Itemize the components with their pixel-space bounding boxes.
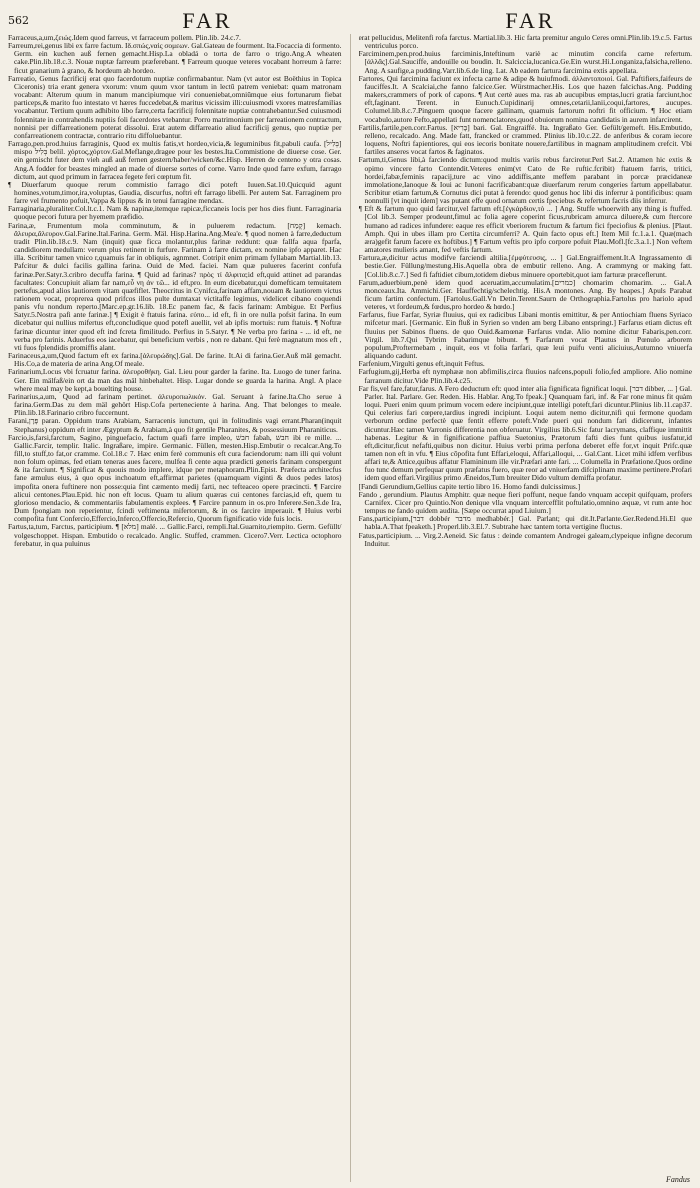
- dictionary-entry: Farrago,pen.prod.huius farraginis, Quod ex multis fatis,vt hordeo,vicia,& leguminibus fit,pabuli caufa. [בְּלִיל] mispo בְּלִיל belil. χόρτος,χόρτον.Gal.Meflange,dragee pour les bestes.Ita.Commistione de diuerse cose. Ger. ein gemischt futer dem vieh auß auß fernen gestern/haber/wicken/&c.Hisp. Herren de centeno y otra cosas. Ang.A fodder for beastes mingled an made of diuerse sortes of corne. Varro Inde quod farre exfum, farrago dictum, aut quod primum in farracea fegete feri cœptum fit.: [8, 139, 342, 181]
- dictionary-entry: Farinaceus,a,um,Quod factum eft ex farina.[ἀλευρώδης].Gal. De farine. It.Ai di farina.Ger.Auß mäl gemacht. His.Co,a de materia de arina Ang.Of meale.: [8, 351, 342, 369]
- dictionary-entry: Fartum,ti,Genus libi,à farciendo dictum:quod multis variis rebus farciretur.Perl Sat.2. Attamen hic extis & opimo vincere farto Contendit.Veteres enim(vt Cato de Re ruftic.fcribit) ftatuem farris, tritici, hordei,fabæ,feminis rapacij,ture ac vino addiffis,ante meffem parabant in porcæ præcidaneæ immolatione,Ianoque & Ioui ac Iunoni facrificabant:quæ diuerfarum rerum congeries fartum appellabatur. Scribitur etiam fartum,& Cornutus dici putat à ferendo: quod genus hoc libi dis inferrur à pontificibus: quam nonnulli [vt inquit idem] vas putant effe quod ornatum certis fpeciebus & refertum facris diis inferrur.: [358, 155, 692, 206]
- dictionary-entry: Farreum,rei,genus libi ex farre factum. Ιδ.σπώς,ναὶς σομεων. Gal.Gateau de fourment. Ita.Focaccia di formento. Germ. ein kuchen auß fernen gemacht.Hisp.La obladá o torta de farro o trigo.Ang.A wheaten cake.Plin.lib.18.c.3. Nouæ nuptæ farreum præferebant. ¶ Farreum quoque veteres vocabant horreum à farre: ficut granarium à grano, & hordeum ab hordeo.: [8, 41, 342, 75]
- dictionary-entry: Farfarus, fiue Farfar, Syriæ fluuius, qui ex radicibus Libani montis emittitur, & per Antiochiam fluens Syriaco mifcetur mari. [Germanic. Ein fluß in Syrien so vnden am berg Libano entspringt.] Farfarus etiam dictus eft fluuius per Sabinos fluens. de quo Ouid.&amœnæ Farfarus vndæ. Alio nomine dicitur Fabaris,pen.corr. Virgil. lib.7.Qui Tybrim Fabarimque bibunt. ¶ Farfarum vocat Plautus in Pœnulo arborem populum,Proftermebam , inquit, eos vt folia farfari, quæ leui puifu venti aliciuius,Autumno vniuerfa aliquando cadunt.: [358, 310, 692, 361]
- dictionary-entry: Farreatio, Genus facrificij erat quo facerdotum nuptiæ confirmabantur. Nam (vt autor est Boëthius in Topica Ciceronis) tria erant genera vxorum: vnum quum vxor tantum in lectū patrem veniebat: quam matronam vocabant: Alterum quum in manum mancipiumque viri conueniebat,omniūmque eius fortunarum fiebat particeps,& marito fuo intestato vt hæres fuccedebat,& maritus vicissim illi:cuiusmodi vxores matresfamilias vocabantur. Tertium quum adhibito libo farre,certa facrificij folennitate nuptiæ contrahebantur.Sed cuiusmodi folennitate in contrahendis nuptiis foli facerdotes vtebantur. Porro matrimonium per farreationem contractum, nonnisi per diffarreationem poterat dissolui. Erat autem diffarreatio aliud facrificij genus, quo nuptiæ per confarreationem contractæ, contrario ritu diffoluebantur.: [8, 73, 342, 140]
- page-number: 562: [8, 14, 29, 27]
- dictionary-entry: Fartus,ta,tum, Farctus, participium. ¶ [מלא] malé. ... Gallic.Farci, rempli.Ital.Guarnito,riempito. Germ. Gefüllt/ volgeschoppet. Hispan. Embutido o recalcado. Anglic. Stuffed, crammen. Cicero7.Verr. Lectica octophoro ferebatur, in qua puluinus: [8, 522, 342, 548]
- catchword: Fandus: [666, 1175, 690, 1184]
- right-column: [359, 34, 693, 1182]
- page-header: [8, 8, 692, 34]
- dictionary-entry: Fartilis,fartile,pen.corr.Fartus. [בָּרִיא] bari. Gal. Engraiffé. Ita. Ingraßato Ger. Gefült/gemeft. His.Embutido, relleno, recalcado. Ang. Made fatt, francked or crammed. Plinius lib.10.c.22. de anferibus & coram iecore loquens, Noftri fapientiores, qui eos iecoris bonitate nouere,fartilibus in magnam amplitudinem crefcit. Vbi fartiles anseres vocat fartos & faginatos.: [358, 122, 692, 157]
- dictionary-entry: Fartores, Qui farcimina faciunt ex infecta carne & adipe & huiufmodi. ἀλλαντοποιοί. Gal. Paftifiers,faifeurs de fauciffes.It. A Scalciai,che fanno falcice.Ger. Würstmacher.His. Los que hazen falcichas.Ang. Pudding makers,crammers of pork of capons. ¶ Aut certè aues ma. ras ab aucupibus emptas,lucri gratia farciunt,hoc eft,faginant. Terent. in Eunuch.Cupidinarij omnes,cetarii,lanii,coqui,fartores, aucupes. Columel.lib.8.c.7.Pinguem quoque facere gallinam, quamuis fartorum noftri fit officium. ¶ Hoc etiam vocabulo,autore Fefto,appellati funt nomenclatores,quod obuiorum nomina candidatis in aurem infarcirent.: [358, 73, 692, 124]
- dictionary-entry: Farinarium,Locus vbi fcruatur farina. ἀλευροθήκη. Gal. Lieu pour garder la farine. Ita. Luogo de tuner farina. Ger. Ein mälfaß/ein ort da man das mäl hinbehaltet. Hisp. Lugar donde se guarda la harina. Angl. A place where meal may be kept,a bouelting house.: [8, 367, 342, 393]
- dictionary-entry: ¶ Diuerfarum quoque rerum commistio farrago dici poteft Iuuen.Sat.10.Quicquid agunt homines,votum,timor,ira,voluptas, Gaudia, discurfus, noftri eft farrago libelli. Per autem Sat. Farraginem pro farre vel frumento pofuit,Vappa & lippus & in tenui farragine mendax.: [8, 179, 342, 206]
- dictionary-entry: Fartura,æ,dicitur actus modifve farciendi altilia.[ἐμφύτευσις, ... ] Gal.Engraiffement.It.A Ingrassamento di bestie.Ger. Füllung/mestung.His.Aquella obra de embutir relleno. Ang. A crammyng or making fatt. [Col.lib.8.c.7.] Sed fi faftidiet cibum,totidem diebus minuere oportebit,quot iam farturæ præceflerunt.: [358, 253, 692, 279]
- left-column: [8, 34, 342, 1182]
- dictionary-entry: Fatus,participium. ... Virg.2.Aeneid. Sic fatus : deinde comantem Androgei galeam,clypeique infigne decorum Induitur.: [358, 530, 692, 548]
- dictionary-entry: Far fis,vel fare,fatur,farus. A Fero deductum eft: quod inter alia fignificata fignificat loqui. [דבר dibber, ... ] Gal. Parler. Ital. Parlare. Ger. Reden. His. Hablar. Ang.To fpeak.] Quanquam fari, inf. & Far rone minus fit quàm loqui. Pueri enim quum primum vocem edere incipiunt,quæ intelligi poteft,fari dicuntur.Plinius lib.11.cap37. Qui celerius fari cœpere,tardius ingredi incipiunt. Loqui autem nemo dicitur,nifi qui fermone quodam verborum ordine perfectè quæ fentit efferre poteft.Vnde pueri qui nondum fari didicerunt, infantes dicuntur.Hæc tamen Varronis differentia non obferuatur. Virgilius lib.6.Sic fatur lacrymans, claffique immittit habenas. Legitur & in fignificatione paffiua Suetonius, Prætorum fafti dies funt quibus iusfatur,id eft,dicitur,ficut nefafti,quibus non dicitur. Huius verbi prima perfona deberet effe for,vt inquit Prifc.quæ tamen non eft in vfu. ¶ Eius cōpofita funt Effari,eloqui, Affari,alloqui, ... Gal.Cant. Licet mihi idfem verfibus affari te,& Attice,quibus affatur Flamininum ille vir.Præfari ante fari. ... Columella in Præfatione.Quos ordine fuo tunc demum perfequar quum præfatus fuero, quæ reor ad vniuerfam difciplinam maxime pertinere.Profari idem quod effari.Virgilius primo Æneidos,Tum breuiter Dido vultum demiffa profatur.: [358, 383, 692, 483]
- dictionary-entry: Farraceus,a,um,ζειώς.Idem quod farreus, vt farraceum pollem. Plin.lib. 24.c.7.: [8, 34, 241, 42]
- two-column-text: [8, 34, 692, 1182]
- dictionary-entry: Farcio,is,farsi,farctum, Sagino, pinguefacio, factum quafi farre impleo, חבשׁ fabah, חבש ibi re mille. ... Gallic.Farcir, templir. Italic. Ingraßare, impire. Germanic. Füllen, mesten.Hisp.Embutir o recalcar.Ang.To fill,to stuff,to fat,or cramme. Col.18.c 7. Hæc enim ferè communis eft cura faciendorum: nam illi qui volunt non folum opimas, fed etiam teneras aues facere, mulfea fi cente aqua prædicti generis farinam conspergunt & ita farciunt. ¶ Significat & quouis modo implere, idque per metaphoram.Plin.Epist. Præfecta architecfus fane æmulus eius, à quo opus inchoatum eft,affirmat parietes (quamquam viginti & duos pedes latos) impofita onera fuftinere non posse:quia fint cæmento medij farti, nec tefteaceo opere præcincti. ¶ Farcire alicui centones.Plau.Epid. hic non eft locus. Quam tu alium quæras cui centones farcias,id eft, quem tu glorioso mendacio, & commentariis fabulamentis explees. ¶ Farcire pannum in os.pro Inferere.Sen.3.de Ira, Dum fpongiam non reperientur, fcindi veftimenta mifertorum, & in os farcire imperauit. ¶ Huius verbi compofita funt Confercio,Effercio,Inferco,Offercio,Refercio, Quorum fignificatio vide fuis locis.: [8, 432, 342, 524]
- dictionary-entry: erat pellucidus, Melitenfi rofa farctus. Martial.lib.3. Hic farta premitur angulo Ceres omni.Plin.lib.19.c.5. Fartus ventriculus porco.: [358, 34, 692, 51]
- dictionary-entry: Fans,participium,[דבר dobbér מדבר medhabbér.] Gal. Parlant; qui dit.It.Parlante.Ger.Redend.Hi.El que habla.A.That fpeaketh.] Properl.lib.3.El.7. Subtrahe hæc tantem torta vertigine fluctus.: [358, 514, 692, 532]
- dictionary-entry: Farina,æ, Frumentum mola comminutum, & in puluerem redactum. [קֶמַח] kemach. ἄλευρα,ἄλευρον.Gal.Farine.Ital.Farina. Germ. Mäl. Hisp.Harina.Ang.Mea'e. ¶ quod nomen à farre,deductum tradit Plin.lib.18.c.9. Nam (inquit) quæ ficca molantur,plus farinæ reddunt: quæ fallfa aqua fparfa, candidiorem medullam: verum plus retinent in furfure. Farinam à farre dictam, ex nomine ipfo apparet. Hac illa. Scribitur tamen vnico r,quamuis far in obliquis, agnmnet. Cotripit enim primam fyllabam Martial.lib.13. Pafcitur & dulci facilis gallina farina. Ouid de Med. faciei. Nam quæ pulueres facerint confufa farinæ.Per.Satyr.3.cribro decuffa farina. ¶ Quid ad farinas? πρὸς τί ἄλφιτα;id eft,quid attinet ad parandas facultates: Concupiuit aliam far nam,εὖ νη ἀν τῶ... id eft,pro. In eum dicebatur,qui domefticam temuitatem pertefus,apud alios lautiorem vitam quæfiflet. Theocritus in Cynifca,farinam affam,nouam & lautiorem victus rationem vocat, proprerea quod prifcos illos pulte dumtaxat victitaffe legimus, videlicet cibano coquendi panis vfu nondum reperto.[Marc.ep.gr.16.lib. 18.Ec panem fac, & facis farinam: Ambigue. Et Perfius Satyr.5.Nostra pafi ante farinæ.] ¶ Exigit è ftatuis farina. εὐπο... id eft, fi in ore nulla pofsit farina. In eum dicebatur qui nullius mifertus eft,concludique quod potefl auellit, vel ab ipfis mortuis: rum ftatuis. ¶ Noftræ farinæ dicuntur inter quod eft ind fcreta fimilitudo. Perfius in 5.Satyr. ¶ Ne verba pro farina - ... id eft, ne verba pro farinis. Aduerfus eos iacebatur, qui beneficium verbis , non re dabant. Qui ferè magnatum mos eft , vti fuos fplendidis promiffis alant.: [8, 220, 342, 352]
- dictionary-entry: Farfenium,Virgulti genus eft,inquit Feftus.: [358, 359, 485, 369]
- dictionary-entry: Farciminem,pen.prod.huius farciminis,Inteftinum variè ac minutim concifa carne refertum. [ἀλλᾶς].Gal.Sauciffe, andouille ou boudin. It. Salciccia,lucanica.Ge.Ein wurst.Hi.Longaniza,falsicha,relleno. Ang. A saufige,a pudding.Varr.lib.6.de ling. Lat. Ab eadem fartura farcimina extis appellata.: [358, 49, 692, 75]
- dictionary-entry: Farraginaria,pluraliter.Col.lt.c.1. Nam & napinæ,itemque rapicæ,ficcaneis locis per hos dies fiunt. Farraginaria quoque pecori futura per hyemem præfidio.: [8, 204, 342, 222]
- dictionary-entry: Fando , gerundium. Plautus Amphitr. quæ neque fieri poffunt, neque fando vnquam accepit quifquam, profers Carnifex. Cicer pro Quintio.Non denique vlla vnquam intercefflit poftulatio,omnino æquæ, vt rum ante hoc tempus ne fando quidem audita. [Sæpe occurrat apud Liuium.]: [358, 489, 692, 516]
- dictionary-entry: Farum,aduerbium,penè idem quod aceruatim,accumulatim.[כמרים] chomarim chomarim. ... Gal.A monceaux.Ita. Ammichi.Ger. Hauffechtig/schelechtig. His.A montones. Ang. By heapes.] Apuls Parabat ficum fartim confectum. [Fartolus.Gall.Vn Detin.Terent.Saurn de Orthographia.Fartolus pro hariolo apud veteres, vt fordeum,& fœdus,pro hordeo & hœdo.]: [358, 277, 692, 312]
- running-head-left: FAR: [182, 8, 233, 33]
- dictionary-entry: Farinarius,a,um, Quod ad farinam pertinet. ἀλευροπωλικόν. Gal. Seruant à farine.Ita.Cho serue à farina.Germ.Das zu dem mäl gehört Hisp.Cofa perteneciente à harina. Ang. That belonges to meale. Plin.lib.18.Farinario cribro fuccernunt.: [8, 391, 342, 418]
- dictionary-entry: ¶ Eft & fartum quo quid farcitur,vel fartum eft.[ἐγκάρδιον,τὸ ... ] Ang. Stuffe whoerwith any thing is ftuffed.[Col lib.3. Semper prodeunt,fimul ac folia agere coperint ficus,rubricam amurca diluere,& cum ftercore humano ad radices infundere: eaque res efficit vberiorem fructum & fartum fici fpeciofius & plenius. [Plaut. Amph. Qui in ubes illam pro Certita circumferri? A. Quin facto opus eft.] Item Mil fc.1.a.1. Quæ(mach æra)gefit farum facere ex hoftibus.] ¶ Fartum veftis pro ipfo corpore pofuit Plau.Mofl.[fc.3.a.1.] Non veftem amatores mulieris amant, fed veftis fartum.: [358, 204, 692, 255]
- dictionary-entry: [Fandi Gerundium,Gellius capite tertio libro 16. Homo fandi dulcissimus.]: [358, 481, 581, 491]
- column-divider: [350, 34, 351, 1182]
- running-head-right: FAR: [505, 8, 556, 33]
- dictionary-entry: Farani,פָּרָן paran. Oppidum trans Arabiam, Sarracenis iunctum, qui in folitudinis vagi errant.Pharan(inquit Stephanus) oppidum eft inter Ægyptum & Arabiam,à quo fit gentile Pharanites, & possessiuum Pharaniticus.: [8, 416, 342, 434]
- dictionary-entry: Farfugium,gij,Herba eft nymphææ non abfimilis,circa fluuios nafcens,populi folio,fed ampliore. Alio nomine farranum dicitur.Vide Plin.lib.4.c25.: [358, 367, 692, 385]
